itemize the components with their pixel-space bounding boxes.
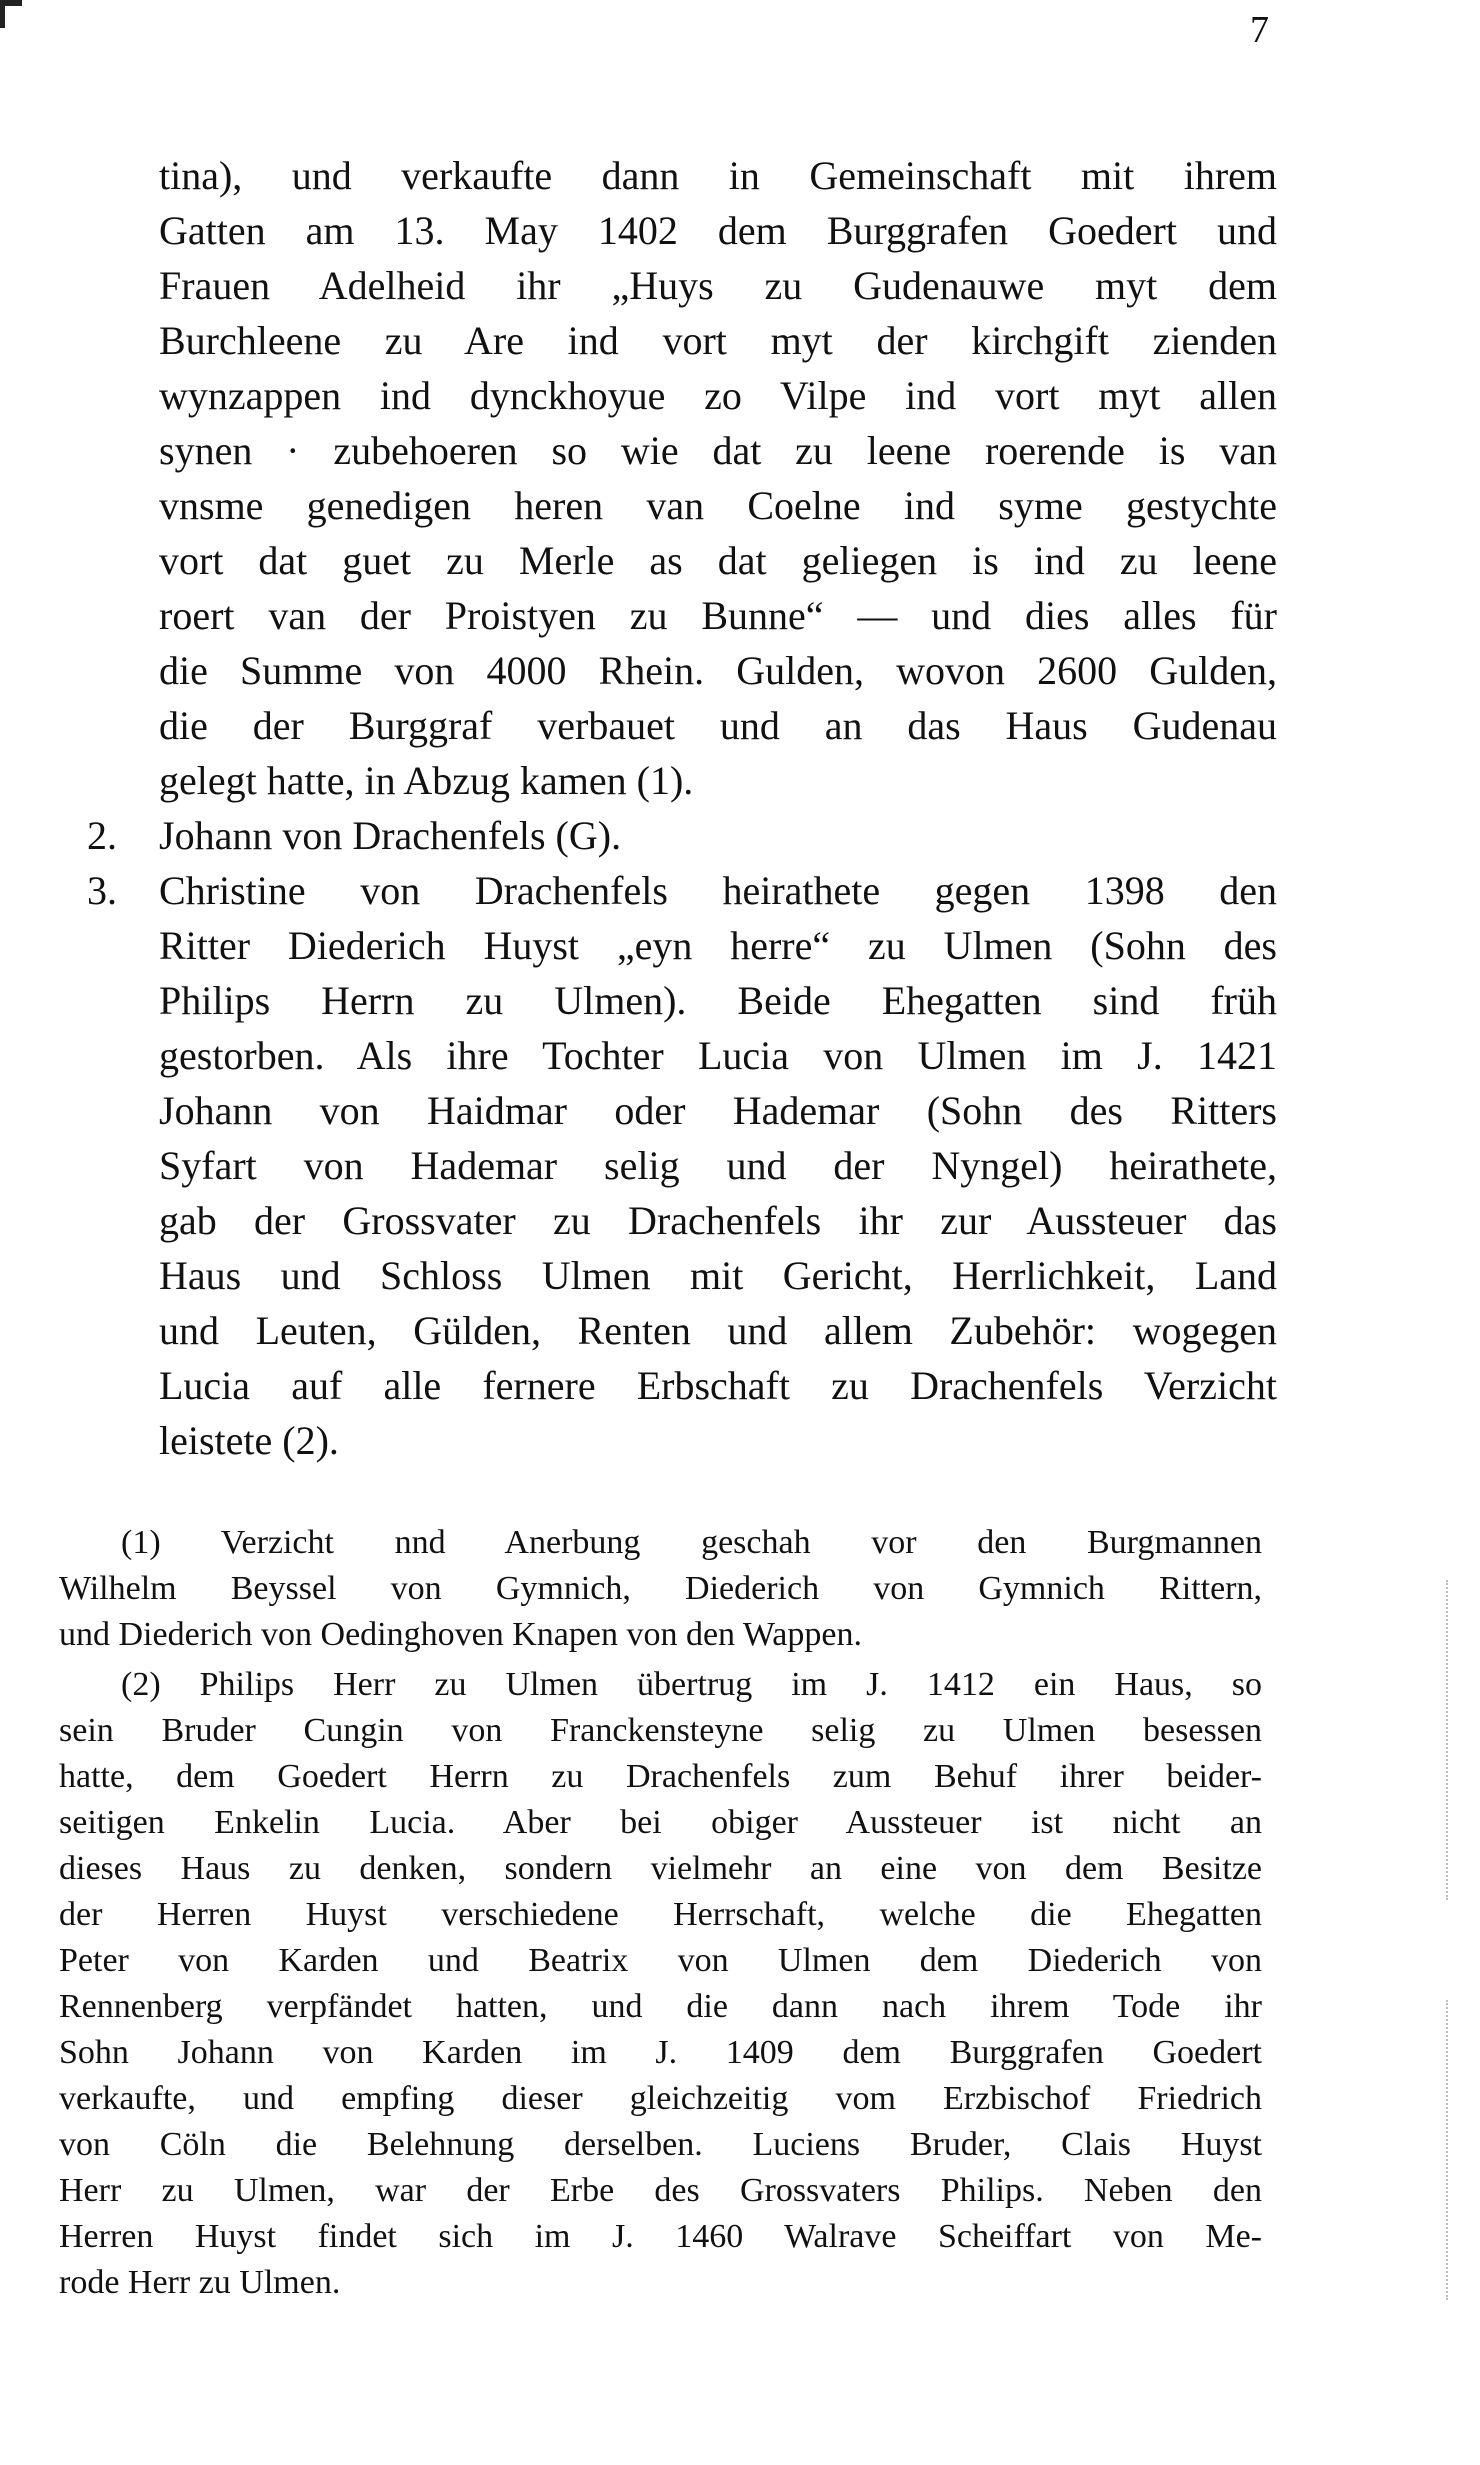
text-line: synen · zubehoeren so wie dat zu leene roerende is van	[159, 428, 1277, 473]
text-line: roert van der Proistyen zu Bunne“ — und dies alles für	[159, 593, 1277, 638]
footnote-line: (2) Philips Herr zu Ulmen übertrug im J. 1412 ein Haus, so	[121, 1666, 1262, 1703]
text-line: tina), und verkaufte dann in Gemeinschaft mit ihrem	[159, 153, 1277, 198]
page-number: 7	[1250, 9, 1269, 51]
footnote-line: Herr zu Ulmen, war der Erbe des Grossvaters Philips. Neben den	[59, 2172, 1262, 2209]
text-line: gab der Grossvater zu Drachenfels ihr zur Aussteuer das	[159, 1198, 1277, 1243]
footnote	[59, 1520, 1262, 1658]
text-line: Gatten am 13. May 1402 dem Burggrafen Goedert und	[159, 208, 1277, 253]
text-line: Burchleene zu Are ind vort myt der kirchgift zienden	[159, 318, 1277, 363]
text-line: vort dat guet zu Merle as dat geliegen is ind zu leene	[159, 538, 1277, 583]
footnote-line: der Herren Huyst verschiedene Herrschaft, welche die Ehegatten	[59, 1896, 1262, 1933]
footnote-line: Wilhelm Beyssel von Gymnich, Diederich von Gymnich Rittern,	[59, 1570, 1262, 1607]
footnote-line: Rennenberg verpfändet hatten, und die dann nach ihrem Tode ihr	[59, 1988, 1262, 2025]
footnote-line: Sohn Johann von Karden im J. 1409 dem Burggrafen Goedert	[59, 2034, 1262, 2071]
text-line: gelegt hatte, in Abzug kamen (1).	[159, 758, 694, 803]
main-text	[87, 148, 1277, 1468]
list-item-number: 2.	[87, 813, 117, 858]
footnote-line: dieses Haus zu denken, sondern vielmehr an eine von dem Besitze	[59, 1850, 1262, 1887]
footnote-line: von Cöln die Belehnung derselben. Luciens Bruder, Clais Huyst	[59, 2126, 1262, 2163]
text-line: Frauen Adelheid ihr „Huys zu Gudenauwe myt dem	[159, 263, 1277, 308]
text-line: Johann von Haidmar oder Hademar (Sohn des Ritters	[159, 1088, 1277, 1133]
footnote-line: rode Herr zu Ulmen.	[59, 2264, 341, 2301]
text-line: die Summe von 4000 Rhein. Gulden, wovon 2600 Gulden,	[159, 648, 1277, 693]
scan-corner-mark	[0, 0, 5, 28]
text-line: Ritter Diederich Huyst „eyn herre“ zu Ulmen (Sohn des	[159, 923, 1277, 968]
text-line: Haus und Schloss Ulmen mit Gericht, Herrlichkeit, Land	[159, 1253, 1277, 1298]
footnote-line: Herren Huyst findet sich im J. 1460 Walrave Scheiffart von Me-	[59, 2218, 1262, 2255]
text-line: Lucia auf alle fernere Erbschaft zu Drachenfels Verzicht	[159, 1363, 1277, 1408]
continuation-paragraph	[159, 148, 1277, 808]
list-item	[87, 808, 1277, 863]
text-line: Johann von Drachenfels (G).	[159, 813, 622, 858]
list-item-number: 3.	[87, 868, 117, 913]
footnote-line: verkaufte, und empfing dieser gleichzeitig vom Erzbischof Friedrich	[59, 2080, 1262, 2117]
footnote-line: und Diederich von Oedinghoven Knapen von den Wappen.	[59, 1616, 862, 1653]
footnote-line: hatte, dem Goedert Herrn zu Drachenfels zum Behuf ihrer beider-	[59, 1758, 1262, 1795]
numbered-list	[87, 808, 1277, 1468]
scan-edge-specks	[1446, 1580, 1450, 1900]
text-line: wynzappen ind dynckhoyue zo Vilpe ind vort myt allen	[159, 373, 1277, 418]
text-line: Syfart von Hademar selig und der Nyngel) heirathete,	[159, 1143, 1277, 1188]
text-line: die der Burggraf verbauet und an das Haus Gudenau	[159, 703, 1277, 748]
text-line: Christine von Drachenfels heirathete gegen 1398 den	[159, 868, 1277, 913]
text-line: vnsme genedigen heren van Coelne ind syme gestychte	[159, 483, 1277, 528]
text-line: gestorben. Als ihre Tochter Lucia von Ulmen im J. 1421	[159, 1033, 1277, 1078]
scan-edge-specks	[1446, 2000, 1450, 2300]
footnote	[59, 1662, 1262, 2306]
footnotes	[59, 1520, 1262, 2310]
footnote-line: seitigen Enkelin Lucia. Aber bei obiger Aussteuer ist nicht an	[59, 1804, 1262, 1841]
list-item	[87, 863, 1277, 1468]
text-line: und Leuten, Gülden, Renten und allem Zubehör: wogegen	[159, 1308, 1277, 1353]
footnote-line: (1) Verzicht nnd Anerbung geschah vor den Burgmannen	[121, 1524, 1262, 1561]
text-line: Philips Herrn zu Ulmen). Beide Ehegatten sind früh	[159, 978, 1277, 1023]
text-line: leistete (2).	[159, 1418, 339, 1463]
footnote-line: Peter von Karden und Beatrix von Ulmen dem Diederich von	[59, 1942, 1262, 1979]
footnote-line: sein Bruder Cungin von Franckensteyne selig zu Ulmen besessen	[59, 1712, 1262, 1749]
